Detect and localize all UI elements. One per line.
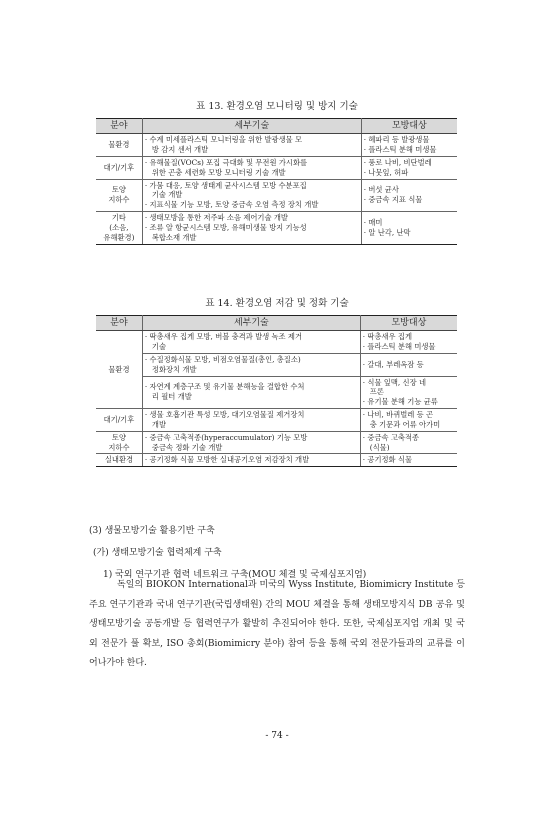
field-cell-line: 토양 <box>111 185 126 195</box>
table-row <box>96 409 457 432</box>
target-cell-line: · 식물 잎맥, 신장 네 <box>362 377 427 387</box>
tech-cell-line: · 지표식물 기능 모방, 토양 중금속 오염 측정 장치 개발 <box>144 200 319 210</box>
target-cell-line: · 혜파리 등 발광생물 <box>363 135 430 145</box>
body-paragraph: 독일의 BIOKON International과 미국의 Wyss Institute, Biomimicry Institute 등 주요 연구기관과 국내 연구기관(국립생태원) 간의 MOU 체결을 통해 생태모방지식 DB 공유 및 생태모방기술 공동개발 등 협력연구가 활발히 추진되어야 한다. 또한, 국제심포지엄 개최 및 국외 전문가 풀 확보, ISO 총회(Biomimicry 분야) 참여 등을 통해 국외 전문가들과의 교류를 이어나가야 한다. <box>89 580 465 668</box>
table13 <box>96 118 457 245</box>
field-cell <box>96 134 142 157</box>
table-row <box>96 331 457 354</box>
table-row <box>96 134 457 157</box>
tech-cell-line: · 수질정화식물 모방, 비점오염물질(총인, 총질소) <box>144 354 301 364</box>
table-row <box>96 212 457 245</box>
target-cell <box>361 156 457 179</box>
table13-header-tech: 세부기술 <box>142 119 361 134</box>
tech-cell-line: 위한 곤충 세련화 모방 모니터링 기술 개발 <box>151 167 286 177</box>
table14-header-field: 분야 <box>96 316 142 331</box>
tech-cell-line: · 유해물질(VOCs) 포집 극대화 및 무전원 가시화를 <box>144 157 308 167</box>
target-cell <box>360 454 457 467</box>
table-row <box>96 454 457 467</box>
tech-cell-line: 리 필터 개발 <box>151 392 192 402</box>
tech-cell <box>142 431 360 454</box>
tech-cell-line: · 가뭄 대응, 토양 생태계 균사시스템 모방 수분포집 <box>144 180 307 190</box>
target-cell-line: · 버섯 균사 <box>363 185 399 195</box>
table-row <box>96 179 457 212</box>
item-heading-1: 1) 국외 연구기관 협력 네트워크 구축(MOU 체결 및 국제심포지엄) <box>103 570 367 580</box>
table-row <box>96 431 457 454</box>
tech-cell <box>142 212 361 245</box>
target-cell <box>360 353 457 376</box>
target-cell-line: · 알 난각, 난막 <box>363 227 411 237</box>
section-heading-3: (3) 생물모방기술 활용기반 구축 <box>89 526 215 536</box>
target-cell <box>361 212 457 245</box>
tech-cell-line: 기술 <box>151 341 166 351</box>
tech-cell-line: · 생태모방을 통한 저주파 소음 제어기술 개발 <box>144 213 288 223</box>
field-cell <box>96 212 142 245</box>
target-cell-line: · 딱총새우 집게 <box>362 332 413 342</box>
target-cell-line: 충 기문과 어류 아가미 <box>369 419 441 429</box>
target-cell <box>360 376 457 409</box>
field-cell-line: 기타 <box>111 213 126 223</box>
target-cell-line: · 플라스틱 분해 미생물 <box>363 144 437 154</box>
field-cell-line: 유해환경) <box>103 232 135 242</box>
target-cell-line: · 플라스틱 분해 미생물 <box>362 341 436 351</box>
target-cell-line: · 매미 <box>363 217 383 227</box>
target-cell <box>360 409 457 432</box>
field-cell <box>96 454 142 467</box>
tech-cell-line: 방 감지 센서 개발 <box>151 144 209 154</box>
field-cell <box>96 431 142 454</box>
table14-header-tech: 세부기술 <box>142 316 360 331</box>
tech-cell <box>142 134 361 157</box>
tech-cell <box>142 376 360 409</box>
tech-cell-line: 정화장치 개발 <box>151 364 197 374</box>
target-cell-line: · 공기정화 식물 <box>362 455 413 465</box>
subsection-heading-ga: (가) 생태모방기술 협력체계 구축 <box>93 548 222 558</box>
target-cell-line: · 풍로 나비, 비단벌레 <box>363 157 432 167</box>
page-number: - 74 - <box>265 731 289 741</box>
field-cell-line: 물환경 <box>108 140 130 150</box>
tech-cell-line: · 수계 미세플라스틱 모니터링을 위한 발광생물 모 <box>144 135 303 145</box>
target-cell <box>361 179 457 212</box>
field-cell-line: 지하수 <box>108 442 130 452</box>
table-row <box>96 376 457 409</box>
table14-header-target: 모방대상 <box>360 316 457 331</box>
tech-cell <box>142 156 361 179</box>
tech-cell <box>142 331 360 354</box>
table13-header-field: 분야 <box>96 119 142 134</box>
target-cell-line: · 나뭇잎, 허파 <box>363 167 409 177</box>
tech-cell-line: · 공기정화 식물 모방한 실내공기오염 저감장치 개발 <box>144 455 310 465</box>
tech-cell-line: 개발 <box>151 419 166 429</box>
field-cell-line: 대기/기후 <box>103 162 135 172</box>
tech-cell-line: 기술 개발 <box>151 190 183 200</box>
field-cell-line: 토양 <box>111 432 126 442</box>
field-cell <box>96 179 142 212</box>
target-cell <box>360 431 457 454</box>
target-cell-line: · 나비, 바퀴벌레 등 곤 <box>362 410 434 420</box>
target-cell-line: (식물) <box>369 442 390 452</box>
tech-cell-line: 중금속 정화 기술 개발 <box>151 442 223 452</box>
table-row <box>96 353 457 376</box>
field-cell <box>96 409 142 432</box>
target-cell <box>361 134 457 157</box>
field-cell: 물환경 <box>96 331 142 409</box>
field-cell-line: (소음, <box>109 222 129 232</box>
tech-cell-line: · 생물 호흡기관 특성 모방, 대기오염물질 제거장치 <box>144 410 305 420</box>
field-cell-line: 지하수 <box>108 195 130 205</box>
tech-cell <box>142 454 360 467</box>
tech-cell-line: · 자연계 계층구조 및 유기물 분해능을 결합한 수처 <box>144 382 305 392</box>
table14 <box>96 315 457 467</box>
table13-header-target: 모방대상 <box>361 119 457 134</box>
tech-cell-line: · 딱총새우 집게 모방, 버블 충격과 발생 녹조 제거 <box>144 332 303 342</box>
table14-caption: 표 14. 환경오염 저감 및 정화 기술 <box>205 298 349 309</box>
table13-caption: 표 13. 환경오염 모니터링 및 방지 기술 <box>196 101 358 112</box>
tech-cell-line: · 중금속 고축적종(hyperaccumulator) 기능 모방 <box>144 432 308 442</box>
target-cell-line: 프론 <box>369 387 384 397</box>
target-cell <box>360 331 457 354</box>
tech-cell <box>142 179 361 212</box>
field-cell <box>96 156 142 179</box>
field-cell-line: 대기/기후 <box>103 414 135 424</box>
target-cell-line: · 유기물 분해 기능 균류 <box>362 397 438 407</box>
target-cell-line: · 중금속 지표 식물 <box>363 195 423 205</box>
tech-cell-line: 복합소재 개발 <box>151 232 197 242</box>
target-cell-line: · 중금속 고축적종 <box>362 432 420 442</box>
field-cell-line: 실내환경 <box>104 455 134 465</box>
tech-cell <box>142 353 360 376</box>
tech-cell <box>142 409 360 432</box>
table-row <box>96 156 457 179</box>
target-cell-line: · 갈대, 부레옥잠 등 <box>362 359 424 369</box>
tech-cell-line: · 조류 알 항균시스템 모방, 유해미생물 방지 기능성 <box>144 222 307 232</box>
